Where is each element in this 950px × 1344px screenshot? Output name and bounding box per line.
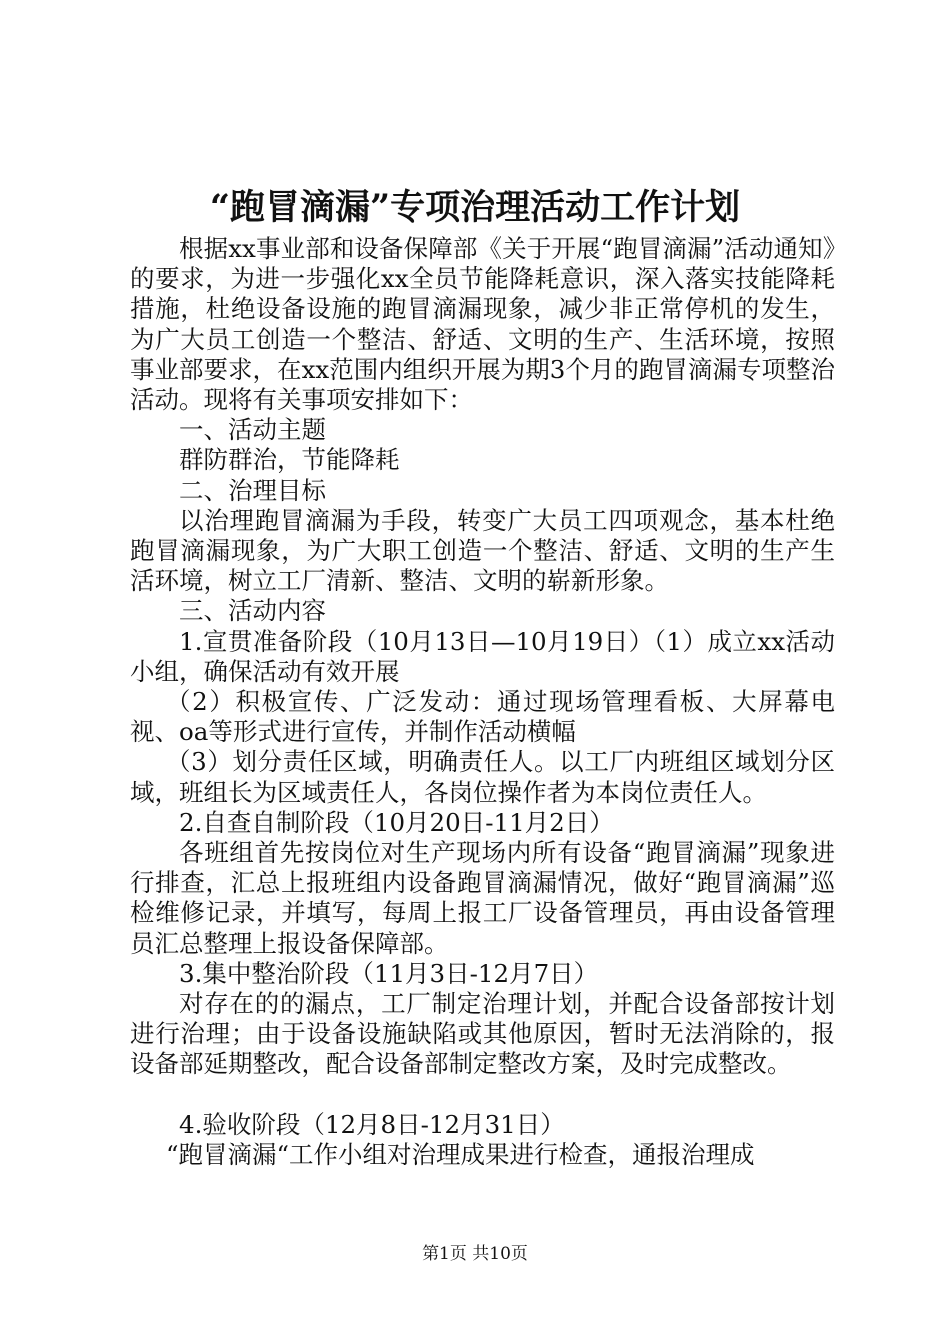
- page-number: 第1页 共10页: [422, 1244, 528, 1264]
- document-body: [130, 234, 835, 1170]
- section-heading-goal: 二、治理目标: [179, 475, 326, 505]
- goal-paragraph: 以治理跑冒滴漏为手段，转变广大员工四项观念，基本杜绝跑冒滴漏现象，为广大职工创造一个整洁、舒适、文明的生产生活环境，树立工厂清新、整洁、文明的崭新形象。: [130, 505, 835, 596]
- theme-text: 群防群治，节能降耗: [179, 445, 400, 475]
- stage-3-heading: 3.集中整治阶段（11月3日-12月7日）: [179, 958, 599, 988]
- stage-3-paragraph: 对存在的的漏点，工厂制定治理计划，并配合设备部按计划进行治理；由于设备设施缺陷或其他原因，暂时无法消除的，报设备部延期整改，配合设备部制定整改方案，及时完成整改。: [130, 989, 835, 1079]
- section-heading-theme: 一、活动主题: [179, 415, 326, 445]
- paragraph-gap: [130, 1080, 835, 1110]
- stage-1-item-2: （2）积极宣传、广泛发动：通过现场管理看板、大屏幕电视、oa等形式进行宣传，并制作活动横幅: [130, 687, 835, 747]
- stage-4-heading: 4.验收阶段（12月8日-12月31日）: [179, 1109, 565, 1139]
- stage-2-paragraph: 各班组首先按岗位对生产现场内所有设备“跑冒滴漏”现象进行排查，汇总上报班组内设备跑冒滴漏情况，做好“跑冒滴漏”巡检维修记录，并填写，每周上报工厂设备管理员，再由设备管理员汇总整理上报设备保障部。: [130, 838, 835, 958]
- document-title: “跑冒滴漏”专项治理活动工作计划: [209, 187, 741, 228]
- stage-2-heading: 2.自查自制阶段（10月20日-11月2日）: [179, 807, 614, 837]
- intro-paragraph: 根据xx事业部和设备保障部《关于开展“跑冒滴漏”活动通知》的要求，为进一步强化xx全员节能降耗意识，深入落实技能降耗措施，杜绝设备设施的跑冒滴漏现象，减少非正常停机的发生，为广大员工创造一个整洁、舒适、文明的生产、生活环境，按照事业部要求，在xx范围内组织开展为期3个月的跑冒滴漏专项整治活动。现将有关事项安排如下：: [130, 234, 835, 415]
- stage-1-paragraph: 1.宣贯准备阶段（10月13日—10月19日）（1）成立xx活动小组，确保活动有效开展: [130, 626, 835, 686]
- section-heading-content: 三、活动内容: [179, 596, 326, 626]
- stage-1-item-3: （3）划分责任区域，明确责任人。以工厂内班组区域划分区域，班组长为区域责任人，各岗位操作者为本岗位责任人。: [130, 747, 835, 807]
- stage-4-paragraph: “跑冒滴漏“工作小组对治理成果进行检查，通报治理成: [166, 1139, 755, 1169]
